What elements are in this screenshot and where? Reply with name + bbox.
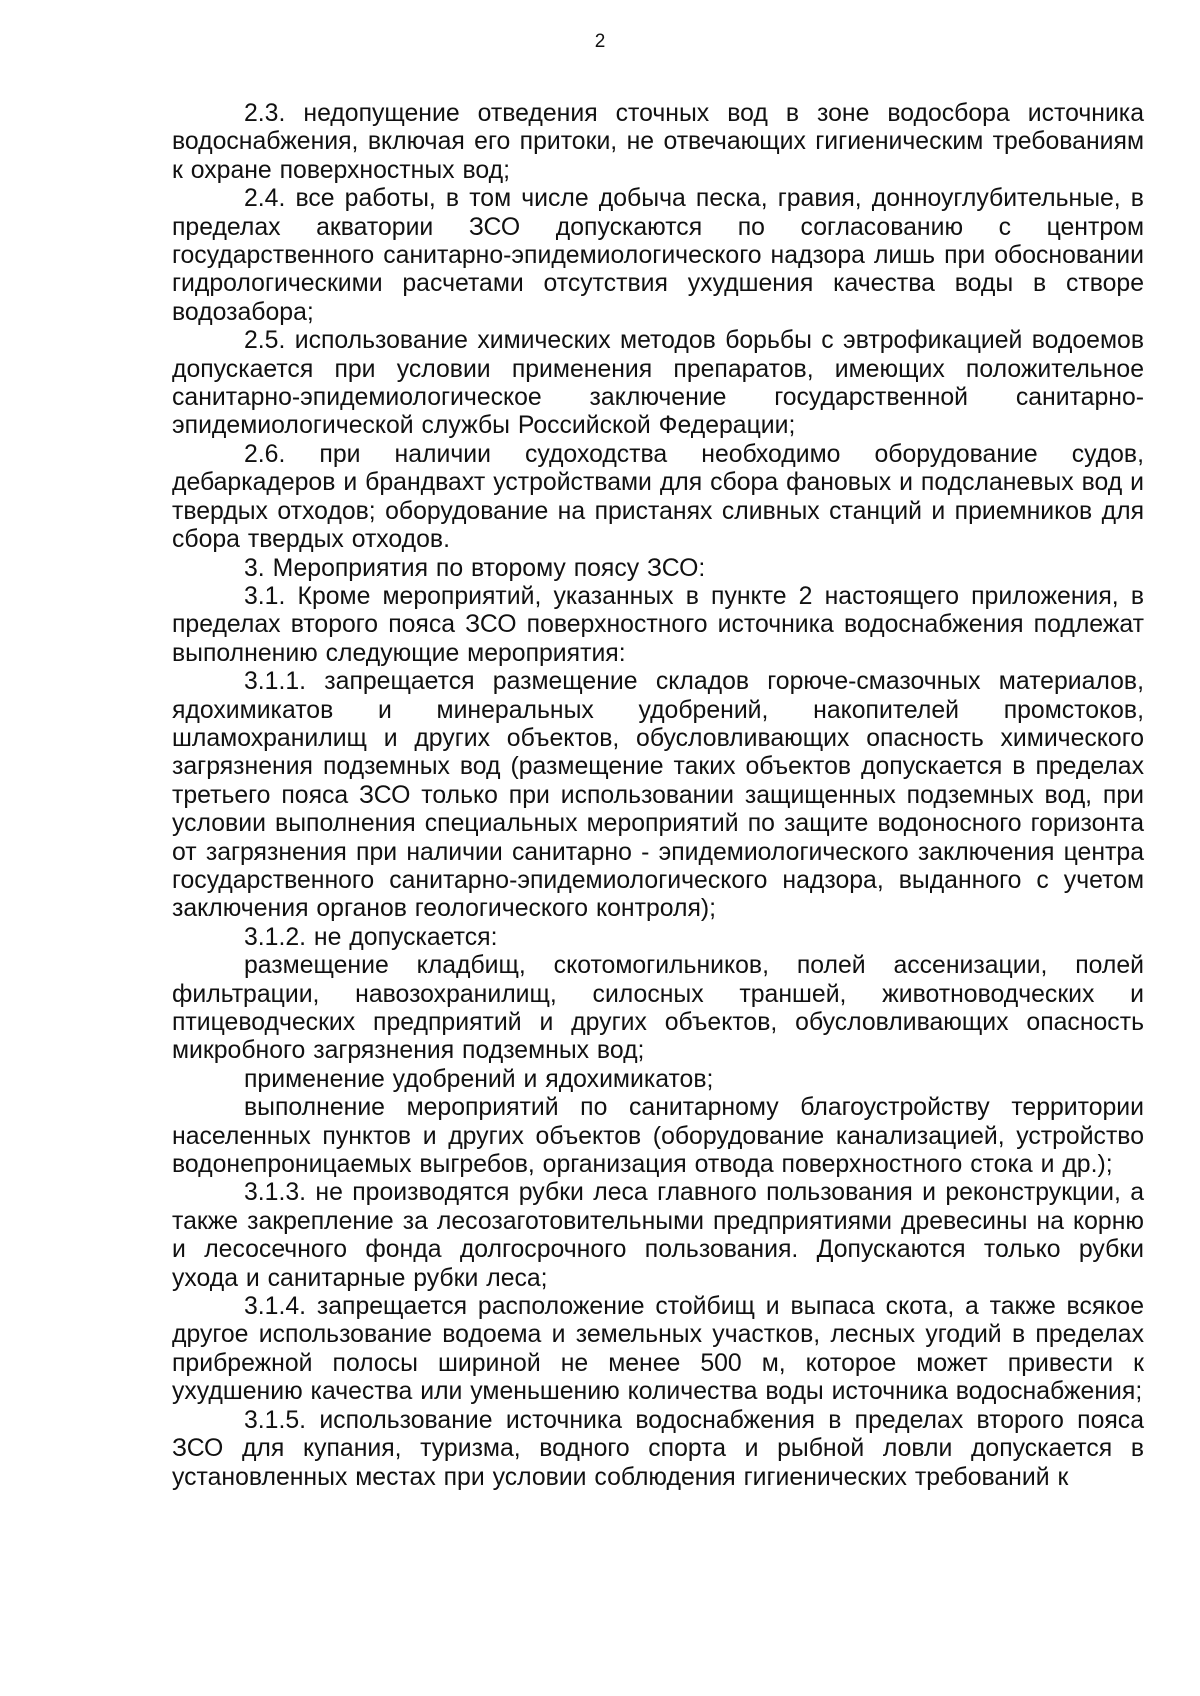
paragraph-3-1-2-item-burial: размещение кладбищ, скотомогильников, полей ассенизации, полей фильтрации, навозохранилищ, силосных траншей, животноводческих и птицеводческих предприятий и других объектов, обусловливающих опасность микробного загрязнения подземных вод; — [172, 952, 1144, 1065]
paragraph-2-4: 2.4. все работы, в том числе добыча песка, гравия, донноуглубительные, в пределах акватории ЗСО допускаются по согласованию с центром государственного санитарно-эпидемиологического надзора лишь при обосновании гидрологическими расчетами отсутствия ухудшения качества воды в створе водозабора; — [172, 185, 1144, 326]
paragraph-3-1-3: 3.1.3. не производятся рубки леса главного пользования и реконструкции, а также закрепление за лесозаготовительными предприятиями древесины на корню и лесосечного фонда долгосрочного пользования. Допускаются только рубки ухода и санитарные рубки леса; — [172, 1179, 1144, 1292]
paragraph-3-1-2-item-fertilizers: применение удобрений и ядохимикатов; — [244, 1065, 714, 1093]
page-number: 2 — [594, 31, 606, 52]
section-3-heading: 3. Мероприятия по второму поясу ЗСО: — [244, 554, 706, 582]
paragraph-3-1-2-item-sanitation: выполнение мероприятий по санитарному благоустройству территории населенных пунктов и других объектов (оборудование канализацией, устройство водонепроницаемых выгребов, организация отвода поверхностного стока и др.); — [172, 1094, 1144, 1179]
paragraph-3-1: 3.1. Кроме мероприятий, указанных в пункте 2 настоящего приложения, в пределах второго пояса ЗСО поверхностного источника водоснабжения подлежат выполнению следующие мероприятия: — [172, 582, 1144, 667]
paragraph-2-3: 2.3. недопущение отведения сточных вод в зоне водосбора источника водоснабжения, включая его притоки, не отвечающих гигиеническим требованиям к охране поверхностных вод; — [172, 100, 1144, 184]
paragraph-2-6: 2.6. при наличии судоходства необходимо оборудование судов, дебаркадеров и брандвахт устройствами для сбора фановых и подсланевых вод и твердых отходов; оборудование на пристанях сливных станций и приемников для сбора твердых отходов. — [172, 440, 1144, 554]
paragraph-2-5: 2.5. использование химических методов борьбы с эвтрофикацией водоемов допускается при условии применения препаратов, имеющих положительное санитарно-эпидемиологическое заключение государственной санитарно-эпидемиологической службы Российской Федерации; — [172, 327, 1144, 440]
paragraph-3-1-2: 3.1.2. не допускается: — [244, 923, 498, 951]
paragraph-3-1-1: 3.1.1. запрещается размещение складов горюче-смазочных материалов, ядохимикатов и минеральных удобрений, накопителей промстоков, шламохранилищ и других объектов, обусловливающих опасность химического загрязнения подземных вод (размещение таких объектов допускается в пределах третьего пояса ЗСО только при использовании защищенных подземных вод, при условии выполнения специальных мероприятий по защите водоносного горизонта от загрязнения при наличии санитарно - эпидемиологического заключения центра государственного санитарно-эпидемиологического надзора, выданного с учетом заключения органов геологического контроля); — [172, 668, 1144, 923]
document-body — [172, 100, 1144, 1492]
paragraph-3-1-4: 3.1.4. запрещается расположение стойбищ и выпаса скота, а также всякое другое использование водоема и земельных участков, лесных угодий в пределах прибрежной полосы шириной не менее 500 м, которое может привести к ухудшению качества или уменьшению количества воды источника водоснабжения; — [172, 1293, 1144, 1406]
paragraph-3-1-5: 3.1.5. использование источника водоснабжения в пределах второго пояса ЗСО для купания, туризма, водного спорта и рыбной ловли допускается в установленных местах при условии соблюдения гигиенических требований к — [172, 1406, 1144, 1491]
